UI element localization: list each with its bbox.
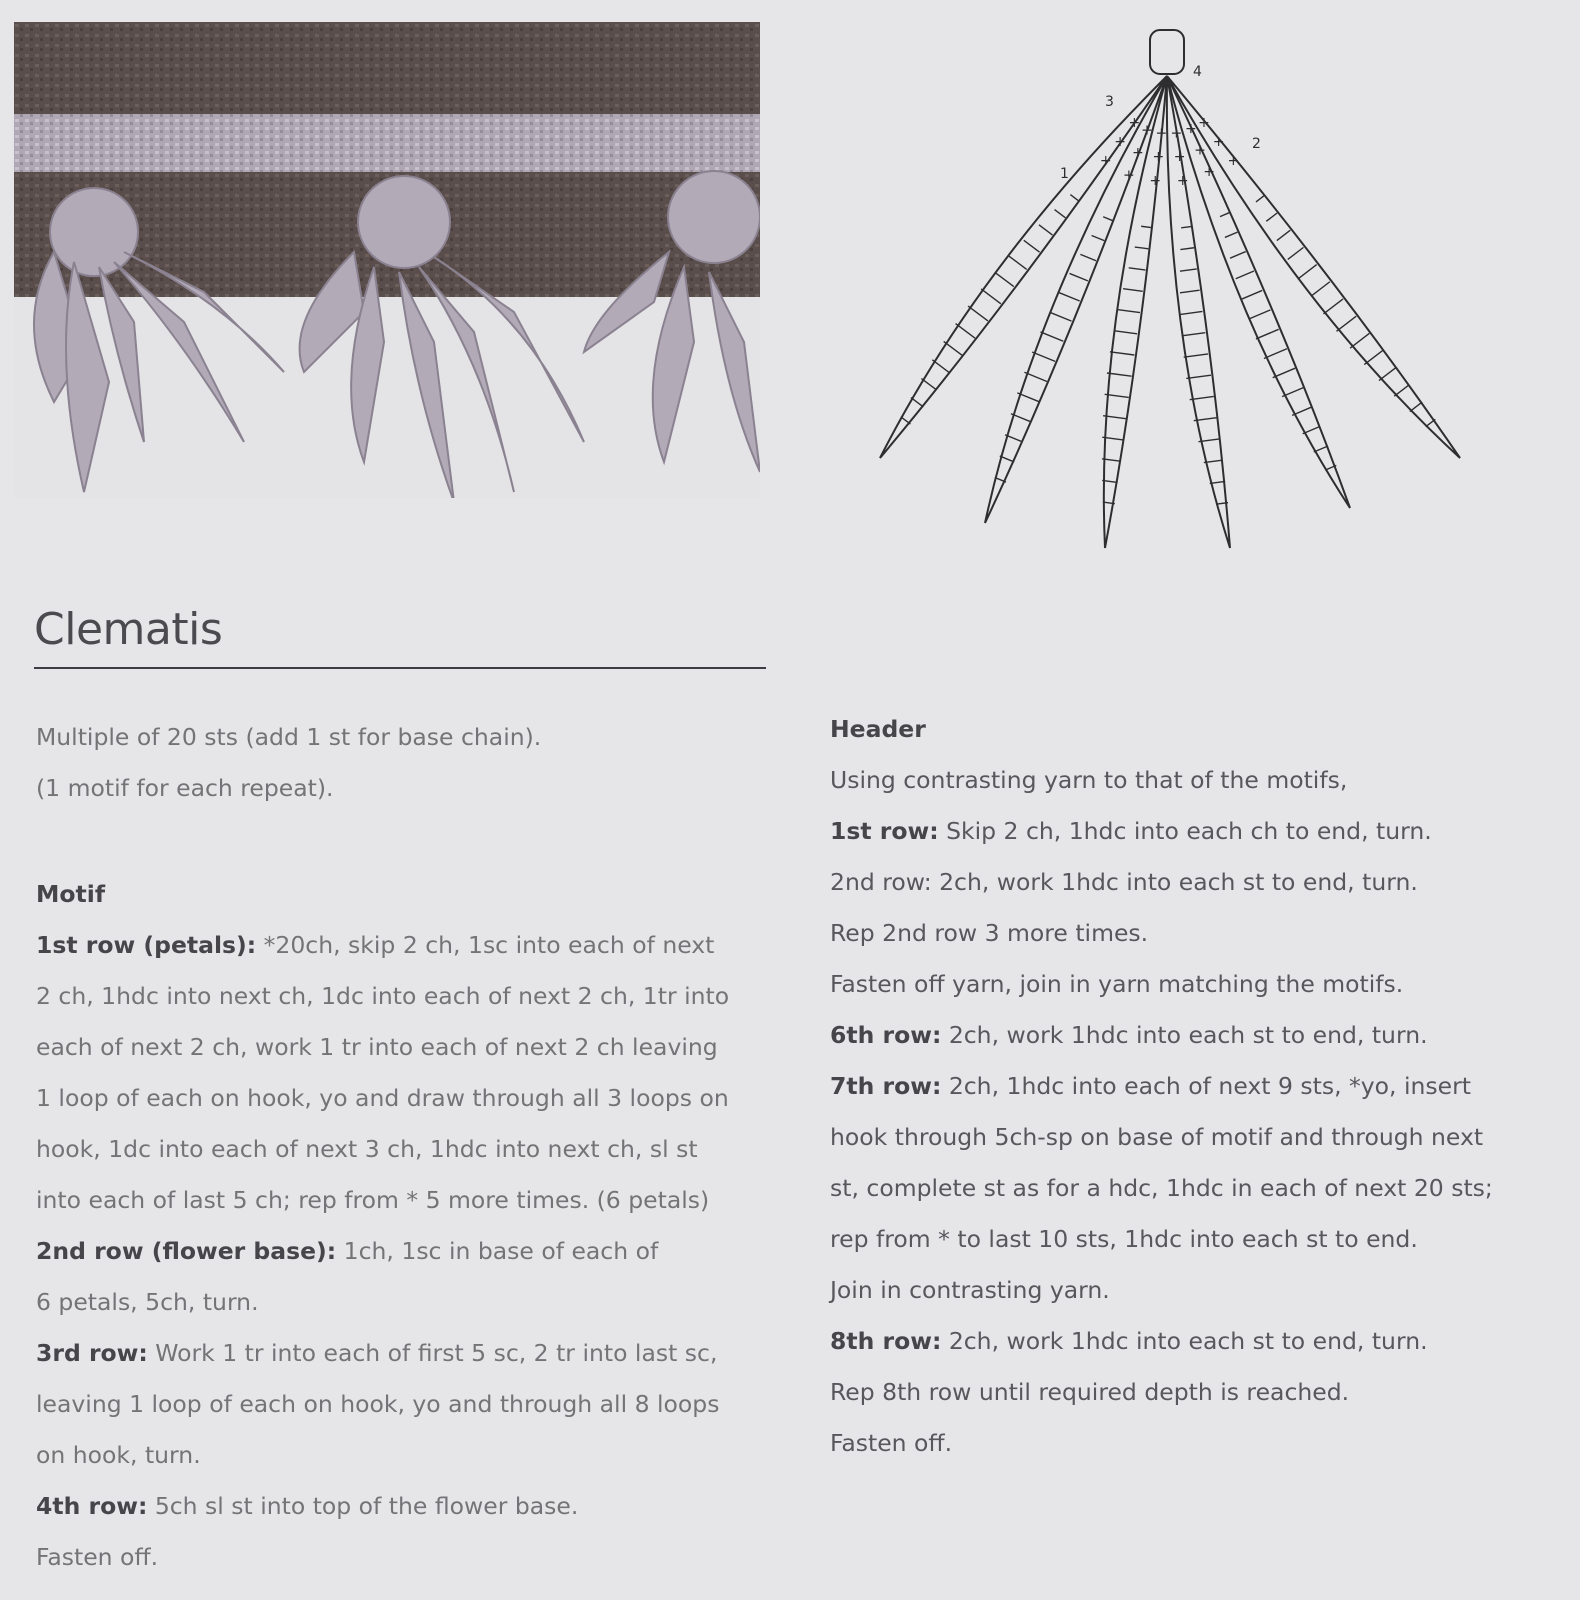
header-row6-label: 6th row: bbox=[830, 1021, 942, 1049]
header-rep2: Rep 2nd row 3 more times. bbox=[830, 919, 1149, 947]
row-number-3: 3 bbox=[1105, 94, 1114, 110]
chart-stitch-mark bbox=[1107, 373, 1132, 376]
chart-stitch-mark bbox=[911, 398, 923, 407]
intro-line-2: (1 motif for each repeat). bbox=[36, 774, 334, 802]
motif-row4-text: 5ch sl st into top of the flower base. bbox=[147, 1492, 579, 1520]
chart-stitch-mark bbox=[1336, 316, 1356, 331]
chart-stitch-mark bbox=[1249, 310, 1271, 319]
motif-row1-line-6: into each of last 5 ch; rep from * 5 more times. (6 petals) bbox=[36, 1186, 710, 1214]
chart-stitch-mark bbox=[1314, 446, 1328, 452]
chart-stitch-mark bbox=[1182, 333, 1206, 336]
header-intro: Using contrasting yarn to that of the motifs, bbox=[830, 766, 1348, 794]
motif-row1-line-3: each of next 2 ch, work 1 tr into each of next 2 ch leaving bbox=[36, 1033, 718, 1061]
motif-heading: Motif bbox=[36, 880, 106, 908]
chart-sc-mark: + bbox=[1132, 144, 1144, 161]
intro-line-1: Multiple of 20 sts (add 1 st for base chain). bbox=[36, 723, 542, 751]
chart-sc-mark: + bbox=[1128, 114, 1141, 131]
chart-stitch-mark bbox=[1092, 236, 1105, 241]
motif-row1-line-2: 2 ch, 1hdc into next ch, 1dc into each of next 2 ch, 1tr into bbox=[36, 982, 730, 1010]
motif-end: Fasten off. bbox=[36, 1543, 159, 1571]
chart-stitch-mark bbox=[1180, 269, 1197, 271]
chart-stitch-mark bbox=[1256, 196, 1264, 202]
chart-sc-mark: + bbox=[1176, 172, 1189, 189]
title-divider bbox=[34, 667, 766, 669]
motif-row3-line-1 bbox=[36, 1328, 796, 1379]
motif-row2-line-2: 6 petals, 5ch, turn. bbox=[36, 1288, 259, 1316]
chart-stitch-mark bbox=[956, 324, 975, 339]
chart-stitch-mark bbox=[981, 289, 1001, 304]
chart-stitch-mark bbox=[1039, 225, 1053, 235]
header-column bbox=[830, 704, 1550, 1469]
header-row1-text: Skip 2 ch, 1hdc into each ch to end, turn. bbox=[938, 817, 1432, 845]
chart-stitch-mark bbox=[1080, 254, 1096, 260]
chart-stitch-mark bbox=[1000, 456, 1014, 462]
chart-stitch-mark bbox=[901, 417, 911, 424]
chart-stitch-mark bbox=[1005, 435, 1022, 442]
chart-stitch-mark bbox=[1323, 299, 1343, 314]
chart-stitch-mark bbox=[1225, 232, 1238, 237]
chart-stitch-mark bbox=[1129, 268, 1146, 270]
chart-stitch-mark bbox=[1055, 210, 1066, 218]
chart-stitch-mark bbox=[1009, 256, 1027, 269]
page-title: Clematis bbox=[34, 604, 223, 655]
header-row8 bbox=[830, 1316, 1550, 1367]
chart-stitch-mark bbox=[1379, 368, 1396, 381]
motif-row2-line-1 bbox=[36, 1226, 796, 1277]
motif-row4-line-1 bbox=[36, 1481, 796, 1532]
header-row8-label: 8th row: bbox=[830, 1327, 942, 1355]
chart-sc-mark: + bbox=[1114, 133, 1126, 150]
chart-stitch-mark bbox=[1288, 247, 1304, 259]
chart-stitch-mark bbox=[1180, 248, 1194, 250]
chart-stitch-mark bbox=[1292, 407, 1311, 415]
chart-stitch-mark bbox=[1230, 252, 1246, 259]
chart-stitch-mark bbox=[1059, 293, 1079, 301]
motif-column bbox=[36, 712, 796, 1583]
motif-row3-line-2: leaving 1 loop of each on hook, yo and through all 8 loops bbox=[36, 1390, 720, 1418]
header-join: Join in contrasting yarn. bbox=[830, 1276, 1110, 1304]
chart-sc-mark: + bbox=[1212, 133, 1225, 150]
chart-stitch-mark bbox=[944, 341, 962, 355]
chart-stitch-mark bbox=[1141, 226, 1151, 227]
motif-row1-line-5: hook, 1dc into each of next 3 ch, 1hdc into next ch, sl st bbox=[36, 1135, 698, 1163]
chart-stitch-mark bbox=[1070, 273, 1088, 280]
chart-sc-mark: + bbox=[1184, 120, 1197, 137]
chart-stitch-mark bbox=[1011, 414, 1031, 422]
motif-row4-label: 4th row: bbox=[36, 1492, 148, 1520]
row-number-4: 4 bbox=[1193, 64, 1202, 80]
chart-stitch-mark bbox=[1236, 271, 1254, 279]
motif-row3-line-3: on hook, turn. bbox=[36, 1441, 201, 1469]
row-number-1: 1 bbox=[1060, 166, 1069, 182]
chart-stitch-mark bbox=[1103, 217, 1112, 221]
header-fasten1: Fasten off yarn, join in yarn matching the motifs. bbox=[830, 970, 1404, 998]
chart-stitch-mark bbox=[1024, 372, 1047, 381]
header-row6-text: 2ch, work 1hdc into each st to end, turn. bbox=[941, 1021, 1428, 1049]
motif-row3-label: 3rd row: bbox=[36, 1339, 148, 1367]
chart-stitch-mark bbox=[1303, 427, 1320, 434]
photo-clematis-edging bbox=[14, 22, 760, 498]
chart-stitch-mark bbox=[1110, 352, 1134, 355]
header-row1 bbox=[830, 806, 1550, 857]
chart-stitch-mark bbox=[1410, 402, 1422, 411]
chart-stitch-mark bbox=[1181, 311, 1203, 314]
chart-sc-mark: + bbox=[1198, 114, 1210, 131]
chart-stitch-mark bbox=[1220, 213, 1229, 217]
chart-stitch-mark bbox=[1135, 247, 1149, 249]
chart-sc-mark: + bbox=[1227, 153, 1240, 170]
chart-sc-mark: + bbox=[1149, 172, 1162, 189]
chart-stitch-mark bbox=[1273, 368, 1295, 377]
chart-stitch-mark bbox=[1282, 388, 1303, 397]
chart-stitch-mark bbox=[1277, 230, 1290, 240]
header-rep8: Rep 8th row until required depth is reached. bbox=[830, 1378, 1350, 1406]
chart-stitch-mark bbox=[1123, 289, 1143, 292]
chart-sc-mark: + bbox=[1152, 149, 1165, 166]
chart-stitch-mark bbox=[1256, 329, 1279, 339]
header-row8-text: 2ch, work 1hdc into each st to end, turn. bbox=[941, 1327, 1428, 1355]
chart-stitch-mark bbox=[921, 379, 936, 390]
chart-stitch-mark bbox=[1394, 385, 1409, 396]
chart-stitch-mark bbox=[1070, 195, 1078, 201]
chart-stitch-mark bbox=[1118, 310, 1140, 313]
row-number-2: 2 bbox=[1252, 136, 1261, 152]
chart-sc-mark: + bbox=[1173, 149, 1186, 166]
chart-stitch-mark bbox=[1114, 331, 1138, 334]
chart-stitch-mark bbox=[1184, 354, 1208, 357]
chart-stitch-mark bbox=[1266, 213, 1277, 221]
motif-row1-label: 1st row (petals): bbox=[36, 931, 257, 959]
header-row1-label: 1st row: bbox=[830, 817, 939, 845]
header-row7-line-3: st, complete st as for a hdc, 1hdc in each of next 20 sts; bbox=[830, 1174, 1493, 1202]
motif-row1-text: *20ch, skip 2 ch, 1sc into each of next bbox=[263, 931, 715, 959]
chart-stitch-mark bbox=[1426, 419, 1436, 426]
motif-row2-label: 2nd row (flower base): bbox=[36, 1237, 337, 1265]
header-row7-text: 2ch, 1hdc into each of next 9 sts, *yo, insert bbox=[941, 1072, 1471, 1100]
chart-stitch-mark bbox=[1364, 351, 1382, 365]
motif-row3-text: Work 1 tr into each of first 5 sc, 2 tr into last sc, bbox=[147, 1339, 718, 1367]
header-end: Fasten off. bbox=[830, 1429, 953, 1457]
motif-row1-line-1 bbox=[36, 920, 796, 971]
chart-sc-mark: + bbox=[1122, 167, 1135, 184]
header-row6 bbox=[830, 1010, 1550, 1061]
header-row7-line-1 bbox=[830, 1061, 1550, 1112]
chart-stitch-mark bbox=[932, 360, 949, 373]
chart-stitch-mark bbox=[1311, 282, 1330, 296]
chart-stitch-mark bbox=[1242, 290, 1262, 299]
chart-stitch-mark bbox=[1186, 375, 1211, 378]
chart-stitch-mark bbox=[1032, 352, 1055, 361]
chart-stitch-mark bbox=[1264, 349, 1287, 359]
chart-sc-mark: + bbox=[1194, 142, 1206, 159]
chart-stitch-mark bbox=[995, 272, 1014, 286]
crochet-chart-diagram bbox=[860, 18, 1510, 578]
chart-stitch-mark bbox=[1040, 332, 1063, 341]
chart-sc-mark: + bbox=[1099, 153, 1112, 170]
header-row7-label: 7th row: bbox=[830, 1072, 942, 1100]
motif-row1-line-4: 1 loop of each on hook, yo and draw through all 3 loops on bbox=[36, 1084, 729, 1112]
chart-sc-mark: + bbox=[1203, 164, 1215, 181]
chart-stitch-mark bbox=[1299, 265, 1317, 278]
header-row7-line-4: rep from * to last 10 sts, 1hdc into each st to end. bbox=[830, 1225, 1418, 1253]
header-heading: Header bbox=[830, 715, 926, 743]
header-row7-line-2: hook through 5ch-sp on base of motif and through next bbox=[830, 1123, 1484, 1151]
chart-stitch-mark bbox=[968, 306, 988, 321]
chart-stitch-mark bbox=[1017, 393, 1038, 402]
motif-row2-text: 1ch, 1sc in base of each of bbox=[336, 1237, 659, 1265]
header-row2: 2nd row: 2ch, work 1hdc into each st to end, turn. bbox=[830, 868, 1418, 896]
chart-stitch-mark bbox=[1350, 333, 1369, 348]
chart-sc-mark: + bbox=[1141, 122, 1153, 139]
chart-stitch-mark bbox=[1024, 240, 1040, 252]
chart-sc-mark: + bbox=[1170, 125, 1183, 142]
chart-stitch-mark bbox=[1180, 290, 1200, 293]
chart-sc-mark: + bbox=[1155, 125, 1168, 142]
chart-stitch-mark bbox=[1181, 227, 1191, 228]
chart-stitch-mark bbox=[1050, 312, 1072, 321]
